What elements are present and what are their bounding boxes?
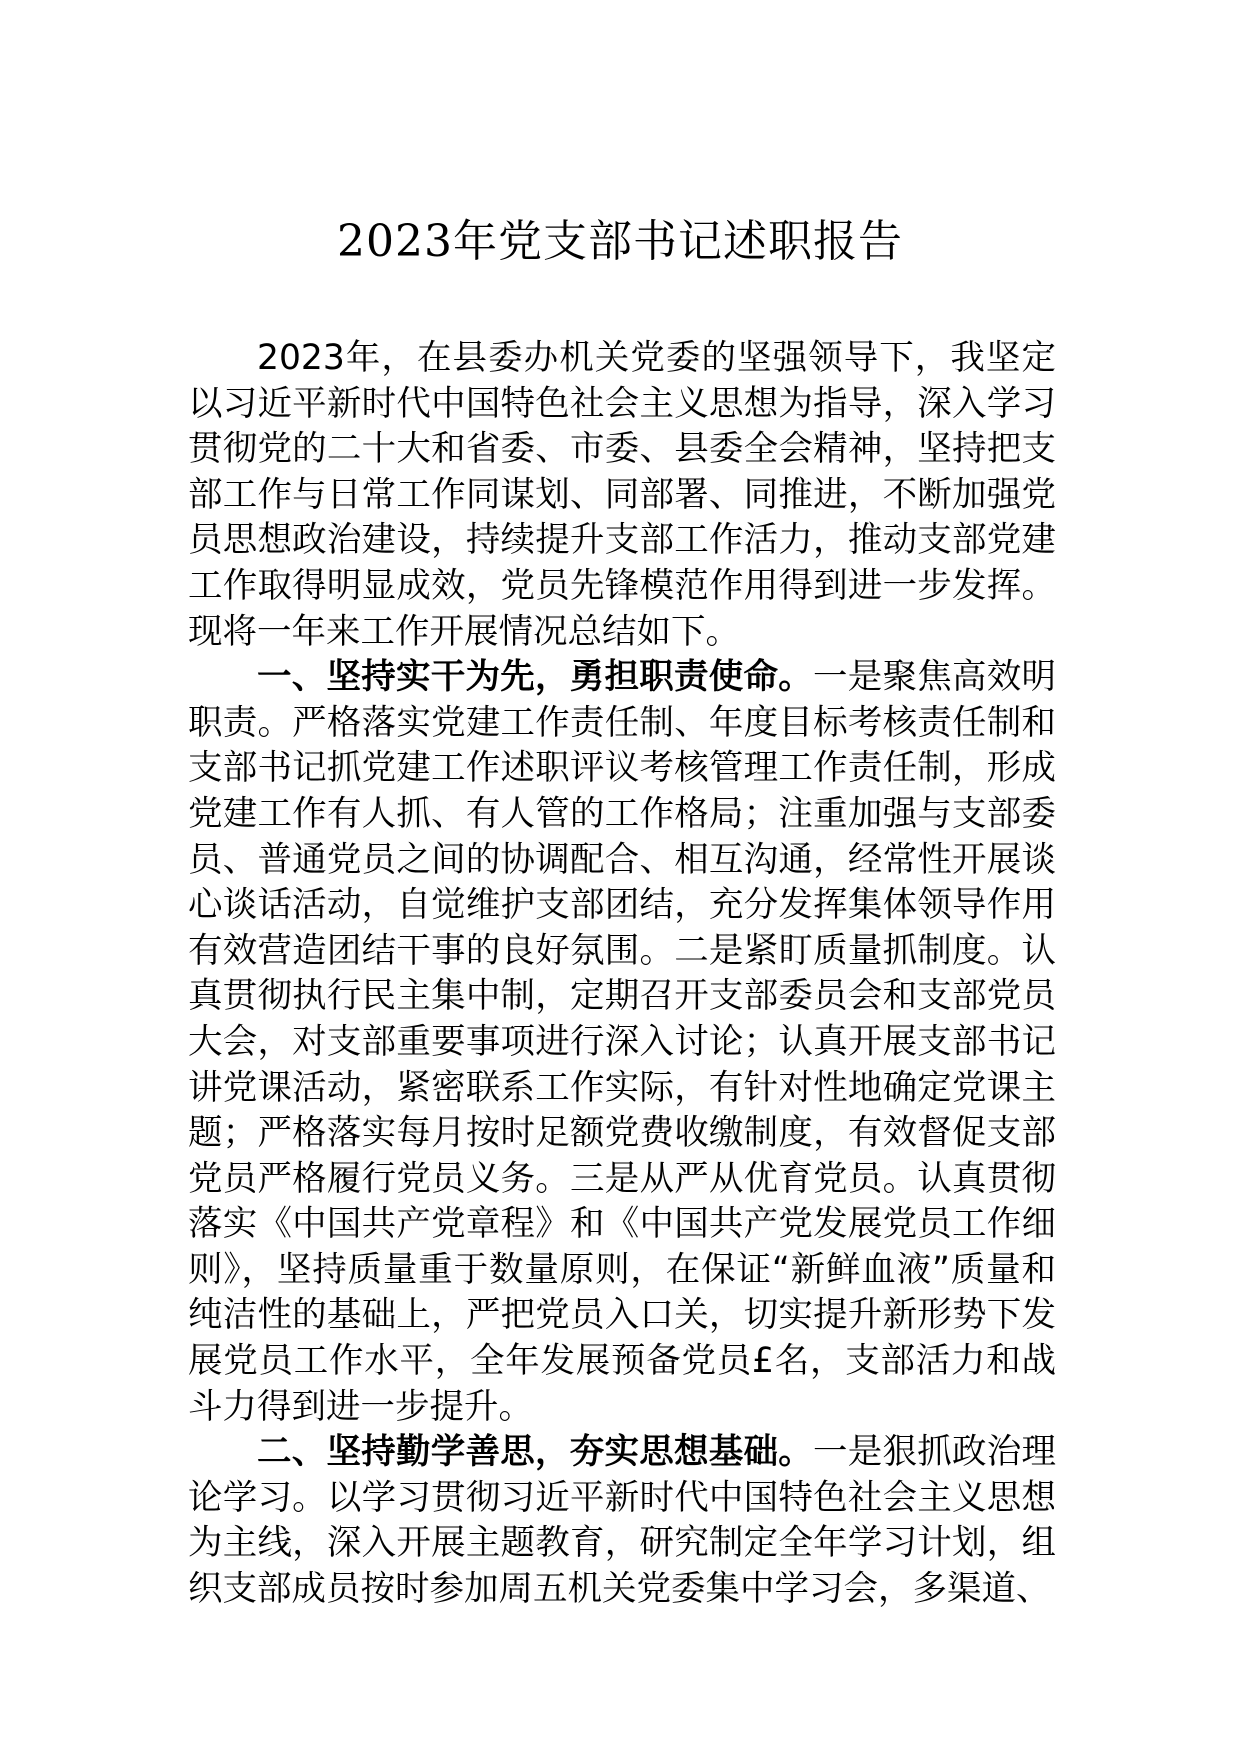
paragraph-section-2 [188, 1430, 1056, 1612]
paragraph-text: 一是狠抓政治理论学习。以学习贯彻习近平新时代中国特色社会主义思想为主线，深入开展主题教育，研究制定全年学习计划，组织支部成员按时参加周五机关党委集中学习会，多渠道、 [188, 1432, 1056, 1610]
paragraph-intro [188, 336, 1056, 655]
document-body [188, 336, 1056, 1613]
section-heading: 一、坚持实干为先，勇担职责使命。 [257, 657, 813, 698]
paragraph-text: 2023年，在县委办机关党委的坚强领导下，我坚定以习近平新时代中国特色社会主义思想为指导，深入学习贯彻党的二十大和省委、市委、县委全会精神，坚持把支部工作与日常工作同谋划、同部署、同推进，不断加强党员思想政治建设，持续提升支部工作活力，推动支部党建工作取得明显成效，党员先锋模范作用得到进一步发挥。现将一年来工作开展情况总结如下。 [188, 338, 1056, 652]
paragraph-text: 一是聚焦高效明职责。严格落实党建工作责任制、年度目标考核责任制和支部书记抓党建工作述职评议考核管理工作责任制，形成党建工作有人抓、有人管的工作格局；注重加强与支部委员、普通党员之间的协调配合、相互沟通，经常性开展谈心谈话活动，自觉维护支部团结，充分发挥集体领导作用有效营造团结干事的良好氛围。二是紧盯质量抓制度。认真贯彻执行民主集中制，定期召开支部委员会和支部党员大会，对支部重要事项进行深入讨论；认真开展支部书记讲党课活动，紧密联系工作实际，有针对性地确定党课主题；严格落实每月按时足额党费收缴制度，有效督促支部党员严格履行党员义务。三是从严从优育党员。认真贯彻落实《中国共产党章程》和《中国共产党发展党员工作细则》，坚持质量重于数量原则，在保证“新鲜血液”质量和纯洁性的基础上，严把党员入口关，切实提升新形势下发展党员工作水平，全年发展预备党员£名，支部活力和战斗力得到进一步提升。 [188, 657, 1056, 1427]
section-heading: 二、坚持勤学善思，夯实思想基础。 [257, 1432, 813, 1473]
paragraph-section-1 [188, 655, 1056, 1430]
document-title: 2023年党支部书记述职报告 [337, 216, 903, 267]
